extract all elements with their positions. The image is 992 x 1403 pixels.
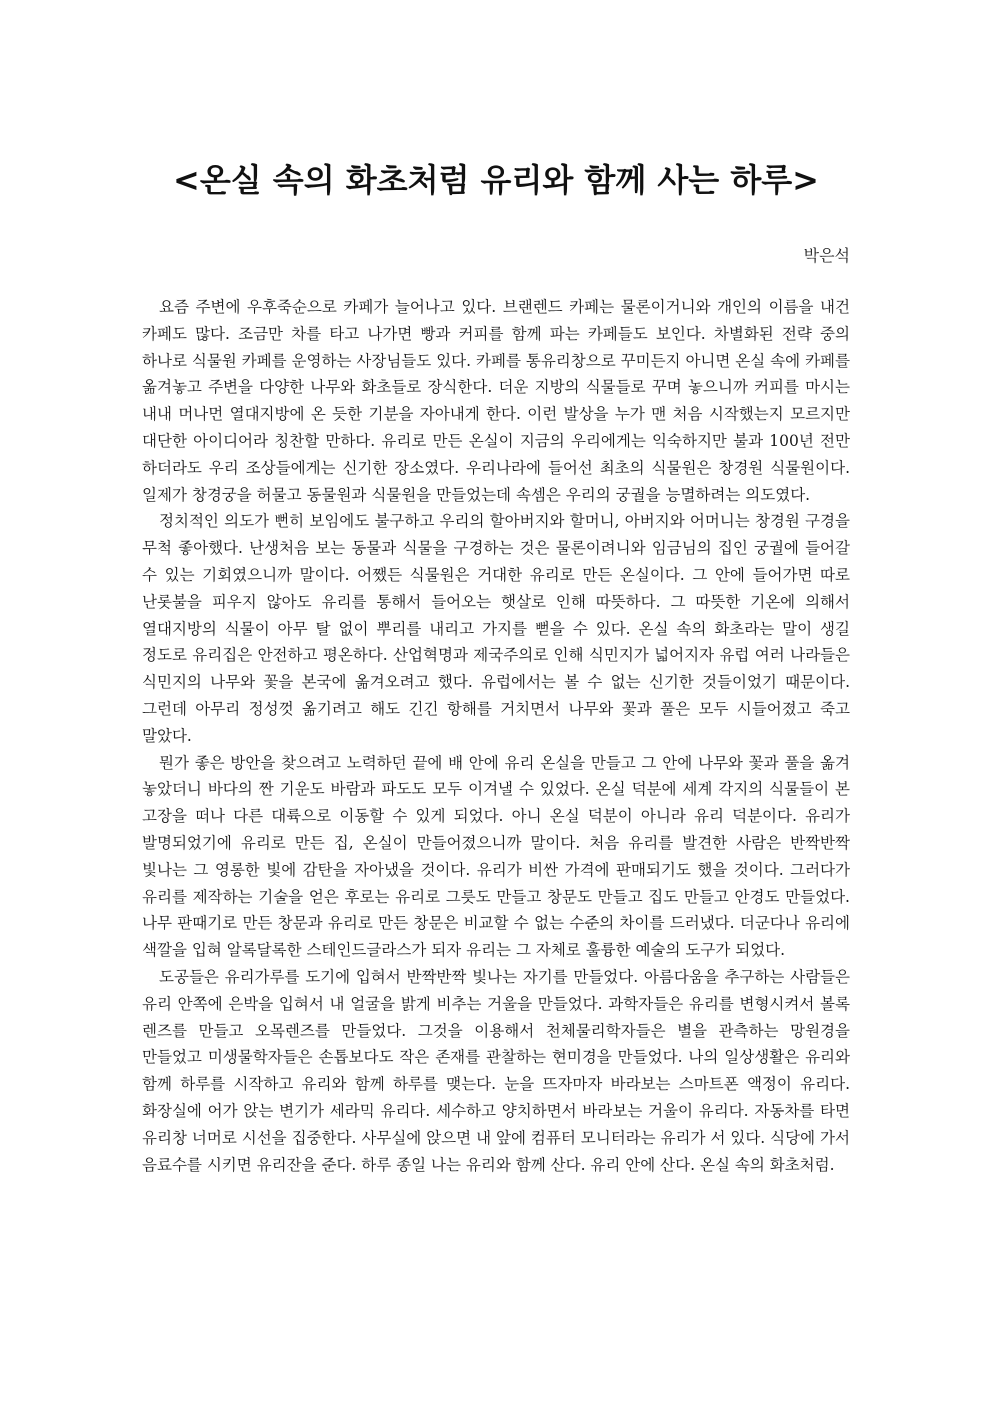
document-title: <온실 속의 화초처럼 유리와 함께 사는 하루> bbox=[173, 161, 819, 199]
essay-body bbox=[142, 294, 850, 1178]
author-name: 박은석 bbox=[803, 246, 850, 265]
paragraph: 정치적인 의도가 뻔히 보임에도 불구하고 우리의 할아버지와 할머니, 아버지와 어머니는 창경원 구경을 무척 좋아했다. 난생처음 보는 동물과 식물을 구경하는 것은 물론이려니와 임금님의 집인 궁궐에 들어갈 수 있는 기회였으니까 말이다. 어쨌든 식물원은 거대한 유리로 만든 온실이다. 그 안에 들어가면 따로 난롯불을 피우지 않아도 유리를 통해서 들어오는 햇살로 인해 따뜻하다. 그 따뜻한 기온에 의해서 열대지방의 식물이 아무 탈 없이 뿌리를 내리고 가지를 뻗을 수 있다. 온실 속의 화초라는 말이 생길 정도로 유리집은 안전하고 평온하다. 산업혁명과 제국주의로 인해 식민지가 넓어지자 유럽 여러 나라들은 식민지의 나무와 꽃을 본국에 옮겨오려고 했다. 유럽에서는 볼 수 없는 신기한 것들이었기 때문이다. 그런데 아무리 정성껏 옮기려고 해도 긴긴 항해를 거치면서 나무와 꽃과 풀은 모두 시들어졌고 죽고 말았다. bbox=[142, 512, 850, 745]
paragraph: 요즘 주변에 우후죽순으로 카페가 늘어나고 있다. 브랜렌드 카페는 물론이거니와 개인의 이름을 내건 카페도 많다. 조금만 차를 타고 나가면 빵과 커피를 함께 파는 카페들도 보인다. 차별화된 전략 중의 하나로 식물원 카페를 운영하는 사장님들도 있다. 카페를 통유리창으로 꾸미든지 아니면 온실 속에 카페를 옮겨놓고 주변을 다양한 나무와 화초들로 장식한다. 더운 지방의 식물들로 꾸며 놓으니까 커피를 마시는 내내 머나먼 열대지방에 온 듯한 기분을 자아내게 한다. 이런 발상을 누가 맨 처음 시작했는지 모르지만 대단한 아이디어라 칭찬할 만하다. 유리로 만든 온실이 지금의 우리에게는 익숙하지만 불과 100년 전만 하더라도 우리 조상들에게는 신기한 장소였다. 우리나라에 들어선 최초의 식물원은 창경원 식물원이다. 일제가 창경궁을 허물고 동물원과 식물원을 만들었는데 속셈은 우리의 궁궐을 능멸하려는 의도였다. bbox=[142, 298, 850, 504]
paragraph: 뭔가 좋은 방안을 찾으려고 노력하던 끝에 배 안에 유리 온실을 만들고 그 안에 나무와 꽃과 풀을 옮겨 놓았더니 바다의 짠 기운도 바람과 파도도 모두 이겨낼 수 있었다. 온실 덕분에 세계 각지의 식물들이 본 고장을 떠나 다른 대륙으로 이동할 수 있게 되었다. 아니 온실 덕분이 아니라 유리 덕분이다. 유리가 발명되었기에 유리로 만든 집, 온실이 만들어졌으니까 말이다. 처음 유리를 발견한 사람은 반짝반짝 빛나는 그 영롱한 빛에 감탄을 자아냈을 것이다. 유리가 비싼 가격에 판매되기도 했을 것이다. 그러다가 유리를 제작하는 기술을 얻은 후로는 유리로 그릇도 만들고 창문도 만들고 집도 만들고 안경도 만들었다. 나무 판때기로 만든 창문과 유리로 만든 창문은 비교할 수 없는 수준의 차이를 드러냈다. 더군다나 유리에 색깔을 입혀 알록달록한 스테인드글라스가 되자 유리는 그 자체로 훌륭한 예술의 도구가 되었다. bbox=[142, 753, 850, 960]
paragraph: 도공들은 유리가루를 도기에 입혀서 반짝반짝 빛나는 자기를 만들었다. 아름다움을 추구하는 사람들은 유리 안쪽에 은박을 입혀서 내 얼굴을 밝게 비추는 거울을 만들었다. 과학자들은 유리를 변형시켜서 볼록 렌즈를 만들고 오목렌즈를 만들었다. 그것을 이용해서 천체물리학자들은 별을 관측하는 망원경을 만들었고 미생물학자들은 손톱보다도 작은 존재를 관찰하는 현미경을 만들었다. 나의 일상생활은 유리와 함께 하루를 시작하고 유리와 함께 하루를 맺는다. 눈을 뜨자마자 바라보는 스마트폰 액정이 유리다. 화장실에 어가 앉는 변기가 세라믹 유리다. 세수하고 양치하면서 바라보는 거울이 유리다. 자동차를 타면 유리창 너머로 시선을 집중한다. 사무실에 앉으면 내 앞에 컴퓨터 모니터라는 유리가 서 있다. 식당에 가서 음료수를 시키면 유리잔을 준다. 하루 종일 나는 유리와 함께 산다. 유리 안에 산다. 온실 속의 화초처럼. bbox=[142, 967, 850, 1174]
